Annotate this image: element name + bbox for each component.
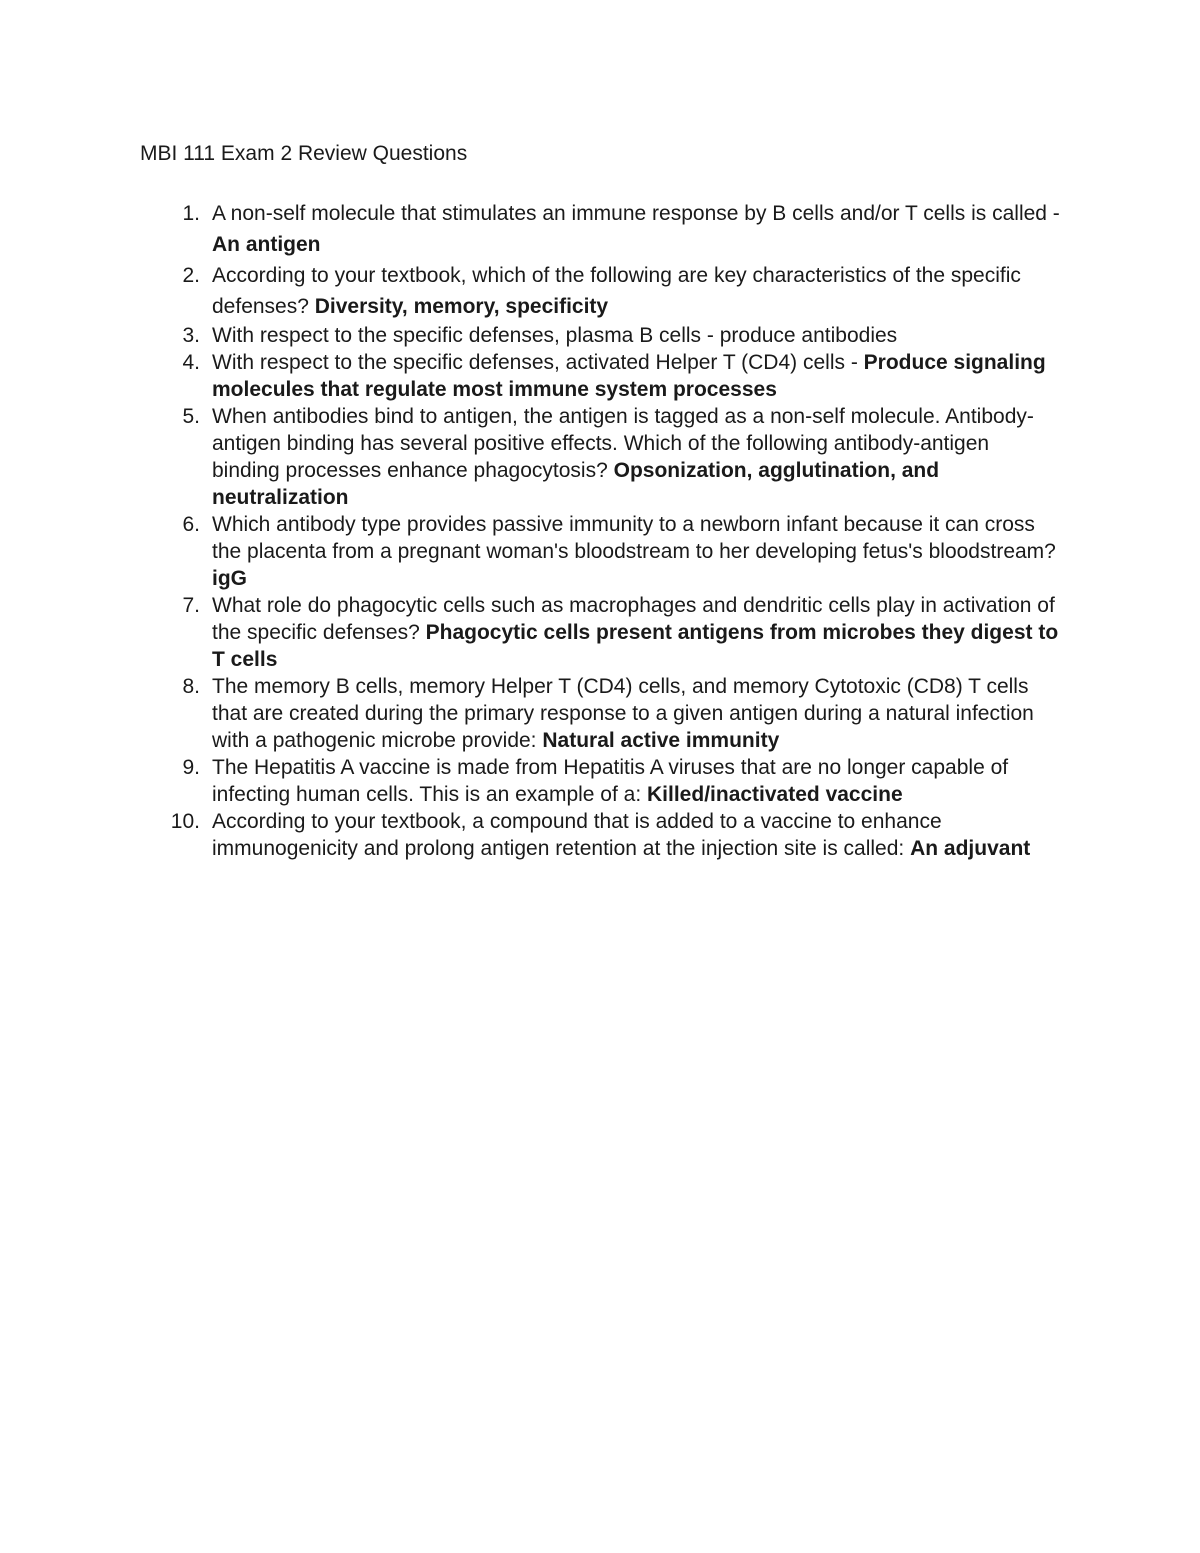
question-number: 2.: [182, 264, 200, 287]
question-number: 10.: [170, 810, 200, 833]
question-item: [140, 349, 1060, 403]
question-answer: An antigen: [212, 233, 321, 256]
question-item: [140, 403, 1060, 511]
question-number: 8.: [182, 675, 200, 698]
question-answer: Produce signaling molecules that regulate most immune system processes: [212, 351, 1046, 401]
question-item: [140, 511, 1060, 592]
question-item: [140, 592, 1060, 673]
question-text: Which antibody type provides passive immunity to a newborn infant because it can cross the placenta from a pregnant woman's bloodstream to her developing fetus's bloodstream?: [212, 513, 1056, 563]
question-text: A non-self molecule that stimulates an immune response by B cells and/or T cells is called -: [212, 202, 1060, 225]
question-item: [140, 754, 1060, 808]
question-item: [140, 673, 1060, 754]
question-number: 1.: [182, 202, 200, 225]
question-item: [140, 808, 1060, 862]
question-text: The memory B cells, memory Helper T (CD4) cells, and memory Cytotoxic (CD8) T cells that are created during the primary response to a given antigen during a natural infection with a pathogenic microbe provide:: [212, 675, 1034, 752]
question-answer: An adjuvant: [910, 837, 1031, 860]
question-answer: Opsonization, agglutination, and neutralization: [212, 459, 940, 509]
question-number: 5.: [182, 405, 200, 428]
question-text: With respect to the specific defenses, activated Helper T (CD4) cells -: [212, 351, 864, 374]
question-text: According to your textbook, a compound that is added to a vaccine to enhance immunogenicity and prolong antigen retention at the injection site is called:: [212, 810, 942, 860]
question-number: 7.: [182, 594, 200, 617]
document-title: MBI 111 Exam 2 Review Questions: [140, 142, 468, 165]
question-list: [140, 198, 1060, 862]
question-item: [140, 322, 1060, 349]
question-number: 6.: [182, 513, 200, 536]
question-answer: igG: [212, 567, 247, 590]
question-item: [140, 198, 1060, 260]
question-item: [140, 260, 1060, 322]
question-answer: Diversity, memory, specificity: [314, 295, 609, 318]
question-text: According to your textbook, which of the following are key characteristics of the specific defenses?: [212, 264, 1021, 318]
question-number: 3.: [182, 324, 200, 347]
question-text: The Hepatitis A vaccine is made from Hepatitis A viruses that are no longer capable of infecting human cells. This is an example of a:: [212, 756, 1009, 806]
question-number: 9.: [182, 756, 200, 779]
question-text: With respect to the specific defenses, plasma B cells - produce antibodies: [212, 324, 898, 347]
question-number: 4.: [182, 351, 200, 374]
question-answer: Natural active immunity: [542, 729, 780, 752]
question-text: What role do phagocytic cells such as macrophages and dendritic cells play in activation of the specific defenses?: [212, 594, 1055, 644]
question-text: When antibodies bind to antigen, the antigen is tagged as a non-self molecule. Antibody-antigen binding has several positive effects. Which of the following antibody-antigen binding processes enhance phagocytosis?: [212, 405, 1034, 482]
question-answer: Killed/inactivated vaccine: [647, 783, 903, 806]
question-answer: Phagocytic cells present antigens from microbes they digest to T cells: [212, 621, 1059, 671]
